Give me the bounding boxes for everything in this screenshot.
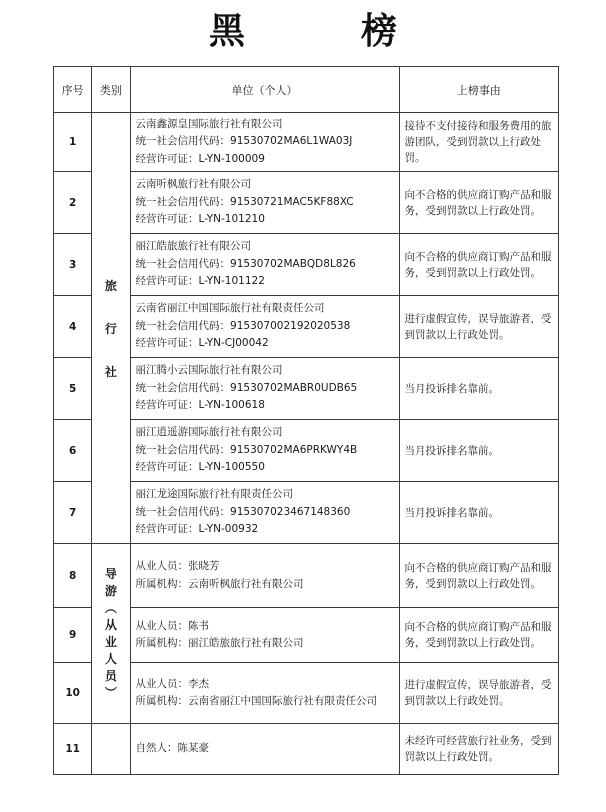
- category-travel-agency: [92, 113, 130, 544]
- category-char: 旅: [104, 278, 117, 293]
- header-reason: 上榜事由: [399, 67, 559, 113]
- row-number: 7: [54, 482, 92, 544]
- category-tour-guide: [92, 544, 130, 724]
- row-number: 2: [54, 172, 92, 234]
- credit-code: 统一社会信用代码：91530702MABQD8L826: [135, 257, 356, 270]
- license-no: 经营许可证：L-YN-100550: [135, 461, 265, 474]
- row-number: 3: [54, 234, 92, 296]
- staff-name: 从业人员：李杰: [135, 677, 210, 690]
- person-name: 自然人：陈某豪: [135, 742, 210, 755]
- credit-code: 统一社会信用代码：915307002192020538: [135, 319, 351, 332]
- affiliation: 所属机构：丽江皓旅旅行社有限公司: [135, 637, 304, 649]
- reason-cell: 向不合格的供应商订购产品和服务，受到罚款以上行政处罚。: [399, 172, 559, 234]
- license-no: 经营许可证：L-YN-00932: [135, 523, 259, 536]
- credit-code: 统一社会信用代码：91530702MABR0UDB65: [135, 381, 358, 394]
- reason-cell: 进行虚假宣传，误导旅游者，受到罚款以上行政处罚。: [399, 663, 559, 724]
- category-char: ︶: [104, 685, 117, 700]
- row-number: 10: [54, 663, 92, 724]
- category-char: 业: [104, 634, 117, 649]
- category-char: 导: [104, 566, 117, 581]
- unit-cell: [130, 113, 399, 172]
- unit-cell: [130, 544, 399, 608]
- row-number: 1: [54, 113, 92, 172]
- reason-cell: 向不合格的供应商订购产品和服务，受到罚款以上行政处罚。: [399, 234, 559, 296]
- unit-name: 云南鑫源皇国际旅行社有限公司: [135, 117, 283, 130]
- row-number: 4: [54, 296, 92, 358]
- unit-name: 云南听枫旅行社有限公司: [135, 178, 252, 191]
- table-row: [54, 608, 559, 663]
- row-number: 5: [54, 358, 92, 420]
- category-char: 员: [104, 668, 117, 683]
- reason-cell: 向不合格的供应商订购产品和服务，受到罚款以上行政处罚。: [399, 544, 559, 608]
- unit-name: 丽江龙途国际旅行社有限责任公司: [135, 488, 294, 501]
- category-char: 从: [104, 617, 117, 632]
- reason-cell: 未经许可经营旅行社业务，受到罚款以上行政处罚。: [399, 724, 559, 775]
- category-char: 社: [104, 364, 117, 379]
- unit-cell: [130, 358, 399, 420]
- license-no: 经营许可证：L-YN-101122: [135, 275, 265, 288]
- reason-cell: 当月投诉排名靠前。: [399, 420, 559, 482]
- staff-name: 从业人员：张晓芳: [135, 560, 220, 572]
- unit-cell: [130, 482, 399, 544]
- unit-name: 丽江逍遥游国际旅行社有限公司: [135, 426, 283, 439]
- license-no: 经营许可证：L-YN-100618: [135, 399, 265, 412]
- row-number: 9: [54, 608, 92, 663]
- reason-cell: 当月投诉排名靠前。: [399, 482, 559, 544]
- page-title: 黑 榜: [208, 11, 437, 52]
- table-row: [54, 663, 559, 724]
- category-char: ︵: [104, 600, 117, 615]
- category-char: 游: [104, 583, 117, 598]
- table-row: [54, 482, 559, 544]
- credit-code: 统一社会信用代码：915307023467148360: [135, 505, 351, 518]
- reason-cell: 进行虚假宣传，误导旅游者，受到罚款以上行政处罚。: [399, 296, 559, 358]
- table-row: [54, 358, 559, 420]
- unit-cell: [130, 608, 399, 663]
- header-no: 序号: [54, 67, 92, 113]
- table-header-row: [54, 67, 559, 113]
- unit-cell: [130, 172, 399, 234]
- category-blank: [92, 724, 130, 775]
- row-number: 6: [54, 420, 92, 482]
- header-unit: 单位（个人）: [130, 67, 399, 113]
- unit-cell: [130, 724, 399, 775]
- unit-name: 丽江皓旅旅行社有限公司: [135, 240, 252, 253]
- header-type: 类别: [92, 67, 130, 113]
- unit-cell: [130, 296, 399, 358]
- category-char: 行: [104, 321, 117, 336]
- table-row: [54, 296, 559, 358]
- row-number: 8: [54, 544, 92, 608]
- unit-cell: [130, 234, 399, 296]
- row-number: 11: [54, 724, 92, 775]
- credit-code: 统一社会信用代码：91530702MA6L1WA03J: [135, 135, 353, 148]
- table-row: [54, 724, 559, 775]
- category-char: 人: [104, 651, 117, 666]
- table-row: [54, 544, 559, 608]
- reason-cell: 当月投诉排名靠前。: [399, 358, 559, 420]
- unit-name: 丽江腾小云国际旅行社有限公司: [135, 364, 283, 377]
- blacklist-table: [53, 66, 559, 775]
- unit-cell: [130, 420, 399, 482]
- unit-name: 云南省丽江中国国际旅行社有限责任公司: [135, 302, 325, 315]
- license-no: 经营许可证：L-YN-101210: [135, 213, 265, 226]
- table-row: [54, 113, 559, 172]
- reason-cell: 向不合格的供应商订购产品和服务，受到罚款以上行政处罚。: [399, 608, 559, 663]
- affiliation: 所属机构：云南省丽江中国国际旅行社有限责任公司: [135, 695, 378, 707]
- unit-cell: [130, 663, 399, 724]
- table-row: [54, 172, 559, 234]
- license-no: 经营许可证：L-YN-100009: [135, 152, 265, 165]
- table-row: [54, 420, 559, 482]
- credit-code: 统一社会信用代码：91530702MA6PRKWY4B: [135, 443, 358, 456]
- credit-code: 统一社会信用代码：91530721MAC5KF88XC: [135, 195, 354, 208]
- reason-cell: 接待不支付接待和服务费用的旅游团队，受到罚款以上行政处罚。: [399, 113, 559, 172]
- license-no: 经营许可证：L-YN-CJ00042: [135, 337, 269, 350]
- staff-name: 从业人员：陈书: [135, 619, 210, 632]
- affiliation: 所属机构：云南听枫旅行社有限公司: [135, 577, 304, 590]
- table-row: [54, 234, 559, 296]
